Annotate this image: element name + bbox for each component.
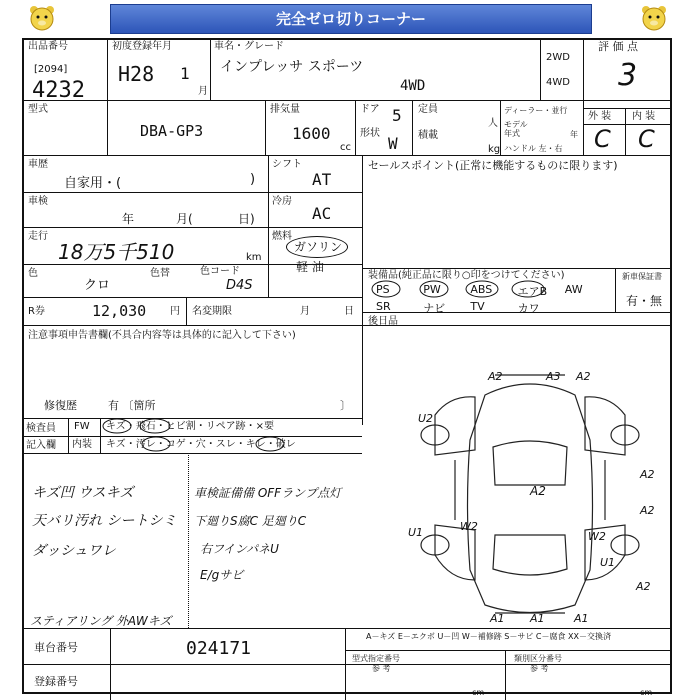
- ac-value: AC: [312, 204, 332, 223]
- equipment-label: 装備品(純正品に限り○印をつけてください): [368, 270, 565, 281]
- warranty-label: 新車保証書: [622, 272, 662, 281]
- tax-month: 月: [300, 306, 310, 317]
- equipment-item: ナビ: [423, 302, 446, 315]
- int-items: キズ・汚レ・コゲ・穴・スレ・キレ・破レ: [106, 439, 296, 450]
- drive-opt-2wd: 2WD: [546, 52, 570, 63]
- damage-mark: A1: [490, 612, 505, 625]
- mileage-unit: km: [246, 252, 262, 263]
- history-value: 自家用・(: [64, 176, 122, 191]
- damage-mark: U1: [408, 526, 424, 539]
- type-number-label: 型式指定番号: [352, 654, 400, 663]
- sales-point-label: セールスポイント(正常に機能するものに限ります): [368, 159, 618, 172]
- inspector-circles: [100, 418, 362, 453]
- shape-label: 形状: [360, 128, 380, 139]
- damage-mark: W2: [460, 520, 478, 533]
- damage-mark: A2: [636, 580, 651, 593]
- equipment-item: PW: [423, 283, 441, 296]
- damage-mark: U1: [600, 556, 616, 569]
- history-label: 車歴: [28, 159, 48, 170]
- damage-mark: A2: [488, 370, 503, 383]
- damage-mark: A2: [640, 504, 655, 517]
- model-value: DBA-GP3: [140, 122, 204, 140]
- damage-mark: A2: [640, 468, 655, 481]
- interior-label: 内 装: [632, 111, 656, 122]
- warranty-value: 有・無: [626, 294, 663, 308]
- model-year-unit: 年: [570, 130, 578, 139]
- cm-unit: cm: [472, 688, 485, 697]
- lot-sub: [2094]: [34, 64, 68, 75]
- damage-mark: A2: [530, 484, 546, 498]
- recycle-unit: 円: [170, 306, 180, 317]
- chassis-label: 車台番号: [34, 641, 78, 654]
- recycle-label: R券: [28, 306, 45, 317]
- damage-mark: A3: [546, 370, 561, 383]
- inspector-label: 検査員 記入欄: [26, 423, 56, 451]
- shift-value: AT: [312, 170, 332, 189]
- damage-mark: A1: [530, 612, 545, 625]
- repair-value: 有 〔箇所: [108, 399, 156, 412]
- loading-unit: kg: [488, 144, 501, 155]
- first-reg-label: 初度登録年月: [112, 41, 172, 52]
- model-label: 型式: [28, 104, 48, 115]
- history-close: ): [250, 172, 256, 187]
- recycle-value: 12,030: [92, 302, 147, 320]
- color-change-label: 色替: [150, 268, 170, 279]
- tax-day: 日: [344, 306, 354, 317]
- model-year-label: モデル 年式: [504, 120, 528, 138]
- displacement-label: 排気量: [270, 104, 300, 115]
- fuel-diesel: 軽 油: [296, 260, 324, 274]
- drive-opt-4wd: 4WD: [546, 77, 570, 88]
- first-reg-month-unit: 月: [198, 86, 208, 97]
- tax-label: 名変期限: [192, 306, 232, 317]
- exterior-value: C: [594, 125, 611, 153]
- dealer-label: ディーラー・並行: [504, 106, 568, 115]
- note-right: 下廻りS腐C 足廻りC: [194, 514, 307, 528]
- equipment-circles: [368, 280, 548, 298]
- car-name-label: 車名・グレード: [214, 41, 284, 52]
- equipment-item: カワ: [517, 302, 540, 315]
- car-name: インプレッサ スポーツ: [220, 59, 364, 75]
- color-code-label: 色コード: [200, 266, 240, 277]
- inspection-year: 年: [122, 212, 135, 226]
- ac-label: 冷房: [272, 196, 292, 207]
- color-value: クロ: [84, 278, 111, 293]
- equipment-item: AW: [564, 283, 583, 296]
- bear-mascot-icon: [28, 4, 56, 32]
- cm-unit: cm: [640, 688, 653, 697]
- score-value: 3: [618, 58, 638, 93]
- equipment-item: エアB: [517, 285, 548, 298]
- chassis-value: 024171: [186, 638, 252, 659]
- displacement-unit: cc: [340, 142, 351, 153]
- class-number-label: 類別区分番号: [514, 654, 562, 663]
- note-right: 車検証備備 OFFランプ点灯: [194, 486, 342, 500]
- note-left: 天バリ汚れ シートシミ: [32, 513, 177, 529]
- damage-legend: A－キズ E－エクボ U－凹 W－補修跡 S－サビ C－腐食 XX－交換済: [366, 632, 612, 641]
- mileage-label: 走行: [28, 231, 48, 242]
- damage-mark: W2: [588, 530, 606, 543]
- equipment-item: ABS: [470, 283, 493, 296]
- fw-items: キズ・飛石・ヒビ割・リペア跡・×要: [106, 421, 274, 432]
- equipment-item: PS: [376, 283, 390, 296]
- fuel-label: 燃料: [272, 231, 292, 242]
- mileage-value: 18万5千510: [58, 240, 175, 264]
- loading-label: 積載: [418, 130, 438, 141]
- declare-label: 注意事項申告書欄(不具合内容等は具体的に記入して下さい): [28, 330, 296, 341]
- equipment-item: TV: [470, 300, 485, 313]
- equipment-item: SR: [376, 300, 391, 313]
- note-left: ダッシュワレ: [32, 543, 116, 559]
- note-left: キズ凹 ウスキズ: [32, 485, 134, 501]
- header-banner: [0, 0, 700, 38]
- shift-label: シフト: [272, 159, 302, 170]
- first-reg-month: 1: [180, 64, 190, 83]
- doors-label: ドア: [360, 104, 380, 115]
- page-title: 完全ゼロ切りコーナー: [110, 4, 592, 34]
- color-code: D4S: [226, 278, 253, 293]
- car-drive: 4WD: [400, 78, 426, 94]
- capacity-label: 定員: [418, 104, 438, 115]
- first-reg-era: H28: [118, 62, 155, 86]
- class-ref: 参 考: [530, 664, 549, 673]
- displacement-value: 1600: [292, 124, 331, 143]
- repair-close: 〕: [340, 399, 351, 412]
- bear-mascot-icon: [640, 4, 668, 32]
- note-right: 右フインパネU: [200, 542, 279, 556]
- score-label: 評 価 点: [598, 40, 638, 53]
- damage-mark: A2: [576, 370, 591, 383]
- lot-label: 出品番号: [28, 41, 68, 52]
- registration-label: 登録番号: [34, 675, 78, 688]
- shape-value: W: [388, 134, 398, 153]
- fw-label: FW: [74, 421, 90, 432]
- repair-label: 修復歴: [44, 399, 77, 412]
- notes-label: 後日品: [368, 316, 398, 327]
- exterior-label: 外 装: [588, 111, 612, 122]
- interior-value: C: [638, 125, 655, 153]
- inspection-month: 月(: [176, 212, 193, 226]
- damage-mark: A1: [574, 612, 589, 625]
- inspection-day: 日): [238, 212, 255, 226]
- doors-value: 5: [392, 106, 402, 125]
- inspection-label: 車検: [28, 196, 48, 207]
- int-label: 内装: [72, 439, 92, 450]
- note-right: E/gサビ: [200, 568, 244, 582]
- capacity-unit: 人: [488, 118, 498, 129]
- damage-mark: U2: [418, 412, 434, 425]
- note-bottom: スティアリング 外AWキズ: [30, 614, 172, 628]
- handle-label: ハンドル 左・右: [504, 144, 563, 153]
- fuel-gas: ガソリン: [294, 240, 343, 254]
- color-label: 色: [28, 268, 38, 279]
- lot-number: 4232: [32, 78, 85, 103]
- type-ref: 参 考: [372, 664, 391, 673]
